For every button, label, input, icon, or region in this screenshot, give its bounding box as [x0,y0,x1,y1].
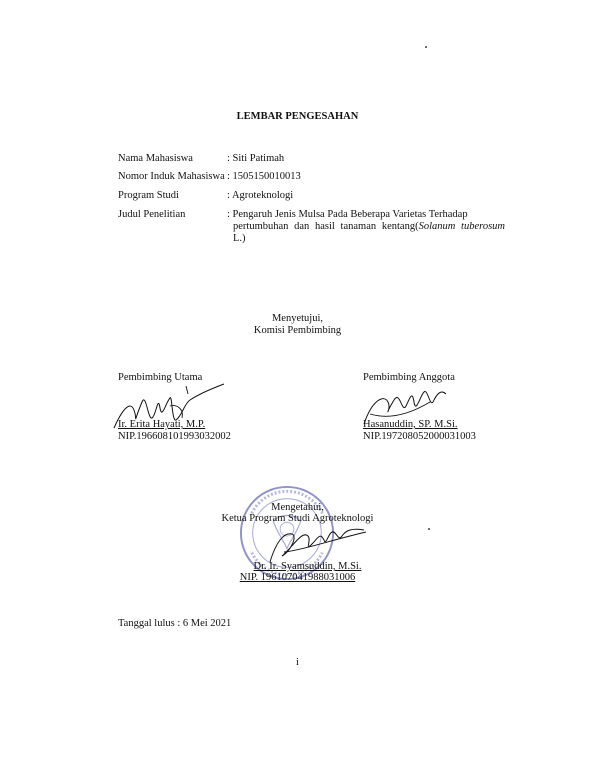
judul-line2 [227,221,505,233]
scan-speck [428,528,430,530]
judul-latin-name: Solanum tuberosum [418,221,505,232]
value-nama: : Siti Patimah [227,153,285,164]
signature-ketua [262,522,372,566]
page-title: LEMBAR PENGESAHAN [236,111,359,122]
ketua-line1: Mengetahui, [271,502,324,513]
approval-line1: Menyetujui, [271,313,324,324]
label-prodi: Program Studi [118,190,179,201]
judul-line1: : Pengaruh Jenis Mulsa Pada Beberapa Varietas Terhadap [227,209,468,220]
label-nim: Nomor Induk Mahasiswa [118,171,225,182]
pembimbing-utama-name: Ir. Erita Hayati, M.P. [118,419,206,430]
pembimbing-anggota-nip: NIP.197208052000031003 [363,431,476,442]
value-nim: : 1505150010013 [227,171,301,182]
judul-line3: L.) [233,233,246,244]
judul-penelitian [227,209,505,245]
pembimbing-utama-nip: NIP.196608101993032002 [118,431,231,442]
ketua-name: Dr. Ir. Syamsuddin, M.Si. [253,561,362,572]
pembimbing-anggota-name: Hasanuddin, SP. M.Si. [363,419,458,430]
ketua-nip: NIP. 196107041988031006 [239,572,356,583]
page-number: i [296,657,299,668]
tanggal-lulus: Tanggal lulus : 6 Mei 2021 [118,618,232,629]
scan-speck [425,46,427,48]
label-nama: Nama Mahasiswa [118,153,193,164]
judul-line2-text: pertumbuhan dan hasil tanaman kentang( [233,221,419,232]
pembimbing-anggota-role: Pembimbing Anggota [363,372,455,383]
value-prodi: : Agroteknologi [227,190,294,201]
approval-line2: Komisi Pembimbing [253,325,342,336]
ketua-line2: Ketua Program Studi Agroteknologi [221,513,374,524]
label-judul: Judul Penelitian [118,209,186,220]
pembimbing-utama-role: Pembimbing Utama [118,372,203,383]
